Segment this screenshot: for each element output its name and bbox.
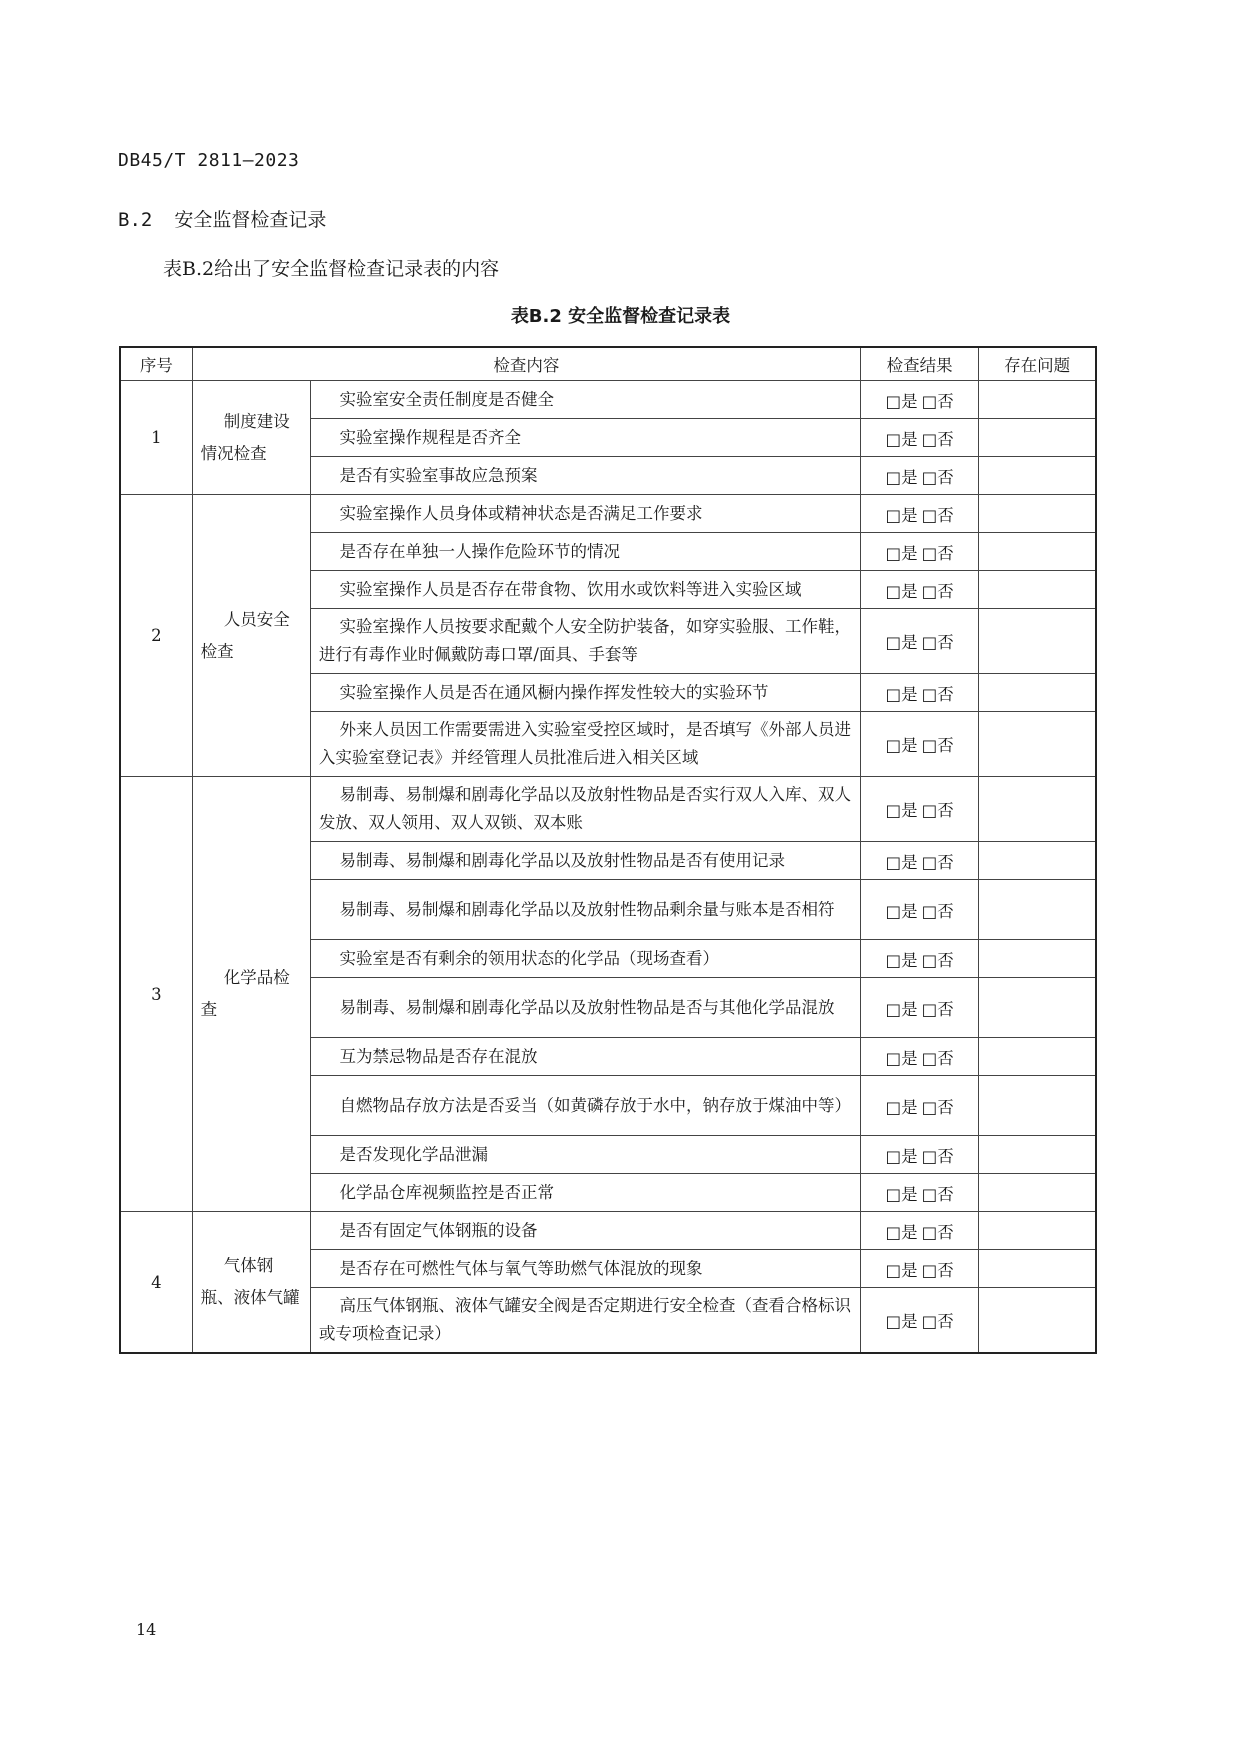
- no-checkbox[interactable]: □: [921, 581, 938, 601]
- no-label: 否: [937, 950, 954, 970]
- check-item-cell: 易制毒、易制爆和剧毒化学品以及放射性物品是否有使用记录: [310, 842, 860, 880]
- result-cell: [861, 381, 979, 419]
- check-item-cell: 实验室操作人员身体或精神状态是否满足工作要求: [310, 495, 860, 533]
- check-item-cell: 是否发现化学品泄漏: [310, 1136, 860, 1174]
- no-label: 否: [937, 901, 954, 921]
- result-cell: [861, 1174, 979, 1212]
- section-heading: [118, 205, 326, 232]
- check-item-cell: 实验室操作人员按要求配戴个人安全防护装备，如穿实验服、工作鞋，进行有毒作业时佩戴防毒口罩/面具、手套等: [310, 609, 860, 674]
- no-checkbox[interactable]: □: [921, 633, 938, 652]
- result-cell: [861, 457, 979, 495]
- no-label: 否: [937, 1260, 954, 1280]
- issue-cell[interactable]: [979, 533, 1096, 571]
- no-checkbox[interactable]: □: [921, 1184, 938, 1204]
- issue-cell[interactable]: [979, 1212, 1096, 1250]
- issue-cell[interactable]: [979, 571, 1096, 609]
- no-checkbox[interactable]: □: [921, 1097, 938, 1117]
- no-label: 否: [937, 391, 954, 411]
- yes-label: 是: [901, 391, 918, 411]
- result-cell: [861, 533, 979, 571]
- yes-checkbox[interactable]: □: [885, 901, 902, 921]
- yes-checkbox[interactable]: □: [885, 1260, 902, 1280]
- seq-cell: 1: [120, 381, 192, 495]
- yes-checkbox[interactable]: □: [885, 684, 902, 704]
- result-cell: [861, 1250, 979, 1288]
- category-cell: 制度建设情况检查: [192, 381, 310, 495]
- issue-cell[interactable]: [979, 381, 1096, 419]
- no-checkbox[interactable]: □: [921, 999, 938, 1019]
- yes-label: 是: [901, 505, 918, 525]
- table-header: [120, 347, 1096, 381]
- yes-label: 是: [901, 684, 918, 704]
- yes-label: 是: [901, 1097, 918, 1117]
- issue-cell[interactable]: [979, 1288, 1096, 1354]
- no-label: 否: [937, 1097, 954, 1117]
- yes-label: 是: [901, 999, 918, 1019]
- no-checkbox[interactable]: □: [921, 852, 938, 872]
- check-item-cell: 易制毒、易制爆和剧毒化学品以及放射性物品是否实行双人入库、双人发放、双人领用、双人双锁、双本账: [310, 777, 860, 842]
- no-checkbox[interactable]: □: [921, 543, 938, 563]
- no-label: 否: [937, 1222, 954, 1242]
- inspection-record-table: [119, 346, 1097, 1354]
- yes-checkbox[interactable]: □: [885, 1312, 902, 1331]
- section-number: B.2: [118, 209, 153, 231]
- no-checkbox[interactable]: □: [921, 684, 938, 704]
- yes-label: 是: [901, 633, 918, 652]
- yes-label: 是: [901, 736, 918, 755]
- issue-cell[interactable]: [979, 978, 1096, 1038]
- no-label: 否: [937, 1048, 954, 1068]
- yes-checkbox[interactable]: □: [885, 801, 902, 820]
- yes-label: 是: [901, 1312, 918, 1331]
- check-item-cell: 实验室操作规程是否齐全: [310, 419, 860, 457]
- yes-label: 是: [901, 901, 918, 921]
- yes-checkbox[interactable]: □: [885, 633, 902, 652]
- yes-checkbox[interactable]: □: [885, 1222, 902, 1242]
- section-title: 安全监督检查记录: [174, 209, 327, 231]
- issue-cell[interactable]: [979, 880, 1096, 940]
- yes-label: 是: [901, 1260, 918, 1280]
- issue-cell[interactable]: [979, 457, 1096, 495]
- result-cell: [861, 1288, 979, 1354]
- result-cell: [861, 571, 979, 609]
- yes-checkbox[interactable]: □: [885, 467, 902, 487]
- yes-checkbox[interactable]: □: [885, 429, 902, 449]
- category-cell: 气体钢瓶、液体气罐: [192, 1212, 310, 1354]
- yes-label: 是: [901, 801, 918, 820]
- table-row: [120, 495, 1096, 533]
- document-code: DB45/T 2811—2023: [118, 150, 300, 171]
- no-checkbox[interactable]: □: [921, 950, 938, 970]
- issue-cell[interactable]: [979, 842, 1096, 880]
- yes-checkbox[interactable]: □: [885, 736, 902, 755]
- yes-label: 是: [901, 1146, 918, 1166]
- result-cell: [861, 940, 979, 978]
- no-label: 否: [937, 736, 954, 755]
- yes-checkbox[interactable]: □: [885, 950, 902, 970]
- yes-checkbox[interactable]: □: [885, 543, 902, 563]
- result-cell: [861, 1038, 979, 1076]
- result-cell: [861, 777, 979, 842]
- yes-checkbox[interactable]: □: [885, 1146, 902, 1166]
- check-item-cell: 是否存在单独一人操作危险环节的情况: [310, 533, 860, 571]
- no-label: 否: [937, 581, 954, 601]
- header-seq: 序号: [120, 347, 192, 381]
- check-item-cell: 自燃物品存放方法是否妥当（如黄磷存放于水中，钠存放于煤油中等）: [310, 1076, 860, 1136]
- result-cell: [861, 419, 979, 457]
- yes-checkbox[interactable]: □: [885, 391, 902, 411]
- check-item-cell: 外来人员因工作需要需进入实验室受控区域时，是否填写《外部人员进入实验室登记表》并经管理人员批准后进入相关区域: [310, 712, 860, 777]
- result-cell: [861, 712, 979, 777]
- header-content: 检查内容: [192, 347, 860, 381]
- check-item-cell: 实验室是否有剩余的领用状态的化学品（现场查看）: [310, 940, 860, 978]
- no-label: 否: [937, 633, 954, 652]
- yes-checkbox[interactable]: □: [885, 505, 902, 525]
- no-label: 否: [937, 1312, 954, 1331]
- issue-cell[interactable]: [979, 1136, 1096, 1174]
- table-caption: 表B.2 安全监督检查记录表: [510, 306, 731, 327]
- seq-cell: 4: [120, 1212, 192, 1354]
- no-checkbox[interactable]: □: [921, 1146, 938, 1166]
- check-item-cell: 实验室操作人员是否存在带食物、饮用水或饮料等进入实验区域: [310, 571, 860, 609]
- no-checkbox[interactable]: □: [921, 736, 938, 755]
- no-checkbox[interactable]: □: [921, 391, 938, 411]
- no-label: 否: [937, 1146, 954, 1166]
- no-checkbox[interactable]: □: [921, 801, 938, 820]
- check-item-cell: 高压气体钢瓶、液体气罐安全阀是否定期进行安全检查（查看合格标识或专项检查记录）: [310, 1288, 860, 1354]
- no-label: 否: [937, 1184, 954, 1204]
- no-checkbox[interactable]: □: [921, 467, 938, 487]
- yes-checkbox[interactable]: □: [885, 581, 902, 601]
- page-number: 14: [136, 1620, 157, 1639]
- header-issue: 存在问题: [979, 347, 1096, 381]
- issue-cell[interactable]: [979, 674, 1096, 712]
- yes-label: 是: [901, 467, 918, 487]
- issue-cell[interactable]: [979, 1250, 1096, 1288]
- result-cell: [861, 1212, 979, 1250]
- table-body: [120, 381, 1096, 1354]
- check-item-cell: 易制毒、易制爆和剧毒化学品以及放射性物品剩余量与账本是否相符: [310, 880, 860, 940]
- issue-cell[interactable]: [979, 1076, 1096, 1136]
- header-row: [120, 347, 1096, 381]
- yes-label: 是: [901, 581, 918, 601]
- no-label: 否: [937, 505, 954, 525]
- check-item-cell: 实验室安全责任制度是否健全: [310, 381, 860, 419]
- no-label: 否: [937, 801, 954, 820]
- yes-checkbox[interactable]: □: [885, 1184, 902, 1204]
- intro-paragraph: 表B.2给出了安全监督检查记录表的内容: [163, 258, 500, 280]
- no-label: 否: [937, 684, 954, 704]
- issue-cell[interactable]: [979, 419, 1096, 457]
- yes-checkbox[interactable]: □: [885, 852, 902, 872]
- yes-label: 是: [901, 852, 918, 872]
- category-cell: 人员安全检查: [192, 495, 310, 777]
- issue-cell[interactable]: [979, 495, 1096, 533]
- no-checkbox[interactable]: □: [921, 901, 938, 921]
- check-item-cell: 是否有实验室事故应急预案: [310, 457, 860, 495]
- table-row: [120, 381, 1096, 419]
- result-cell: [861, 978, 979, 1038]
- no-checkbox[interactable]: □: [921, 1048, 938, 1068]
- yes-checkbox[interactable]: □: [885, 1097, 902, 1117]
- no-checkbox[interactable]: □: [921, 1222, 938, 1242]
- header-result: 检查结果: [861, 347, 979, 381]
- issue-cell[interactable]: [979, 1174, 1096, 1212]
- no-label: 否: [937, 999, 954, 1019]
- table-row: [120, 777, 1096, 842]
- yes-label: 是: [901, 543, 918, 563]
- yes-label: 是: [901, 1222, 918, 1242]
- check-item-cell: 易制毒、易制爆和剧毒化学品以及放射性物品是否与其他化学品混放: [310, 978, 860, 1038]
- yes-checkbox[interactable]: □: [885, 999, 902, 1019]
- check-item-cell: 是否存在可燃性气体与氧气等助燃气体混放的现象: [310, 1250, 860, 1288]
- issue-cell[interactable]: [979, 712, 1096, 777]
- yes-label: 是: [901, 429, 918, 449]
- no-label: 否: [937, 429, 954, 449]
- result-cell: [861, 842, 979, 880]
- no-checkbox[interactable]: □: [921, 429, 938, 449]
- issue-cell[interactable]: [979, 1038, 1096, 1076]
- table-row: [120, 1212, 1096, 1250]
- result-cell: [861, 1136, 979, 1174]
- issue-cell[interactable]: [979, 940, 1096, 978]
- yes-label: 是: [901, 950, 918, 970]
- result-cell: [861, 674, 979, 712]
- check-item-cell: 化学品仓库视频监控是否正常: [310, 1174, 860, 1212]
- check-item-cell: 是否有固定气体钢瓶的设备: [310, 1212, 860, 1250]
- seq-cell: 2: [120, 495, 192, 777]
- no-checkbox[interactable]: □: [921, 1312, 938, 1331]
- yes-label: 是: [901, 1184, 918, 1204]
- no-label: 否: [937, 852, 954, 872]
- category-cell: 化学品检查: [192, 777, 310, 1212]
- check-item-cell: 实验室操作人员是否在通风橱内操作挥发性较大的实验环节: [310, 674, 860, 712]
- issue-cell[interactable]: [979, 609, 1096, 674]
- yes-checkbox[interactable]: □: [885, 1048, 902, 1068]
- seq-cell: 3: [120, 777, 192, 1212]
- no-checkbox[interactable]: □: [921, 505, 938, 525]
- yes-label: 是: [901, 1048, 918, 1068]
- no-label: 否: [937, 543, 954, 563]
- result-cell: [861, 495, 979, 533]
- result-cell: [861, 609, 979, 674]
- result-cell: [861, 880, 979, 940]
- result-cell: [861, 1076, 979, 1136]
- check-item-cell: 互为禁忌物品是否存在混放: [310, 1038, 860, 1076]
- no-checkbox[interactable]: □: [921, 1260, 938, 1280]
- issue-cell[interactable]: [979, 777, 1096, 842]
- no-label: 否: [937, 467, 954, 487]
